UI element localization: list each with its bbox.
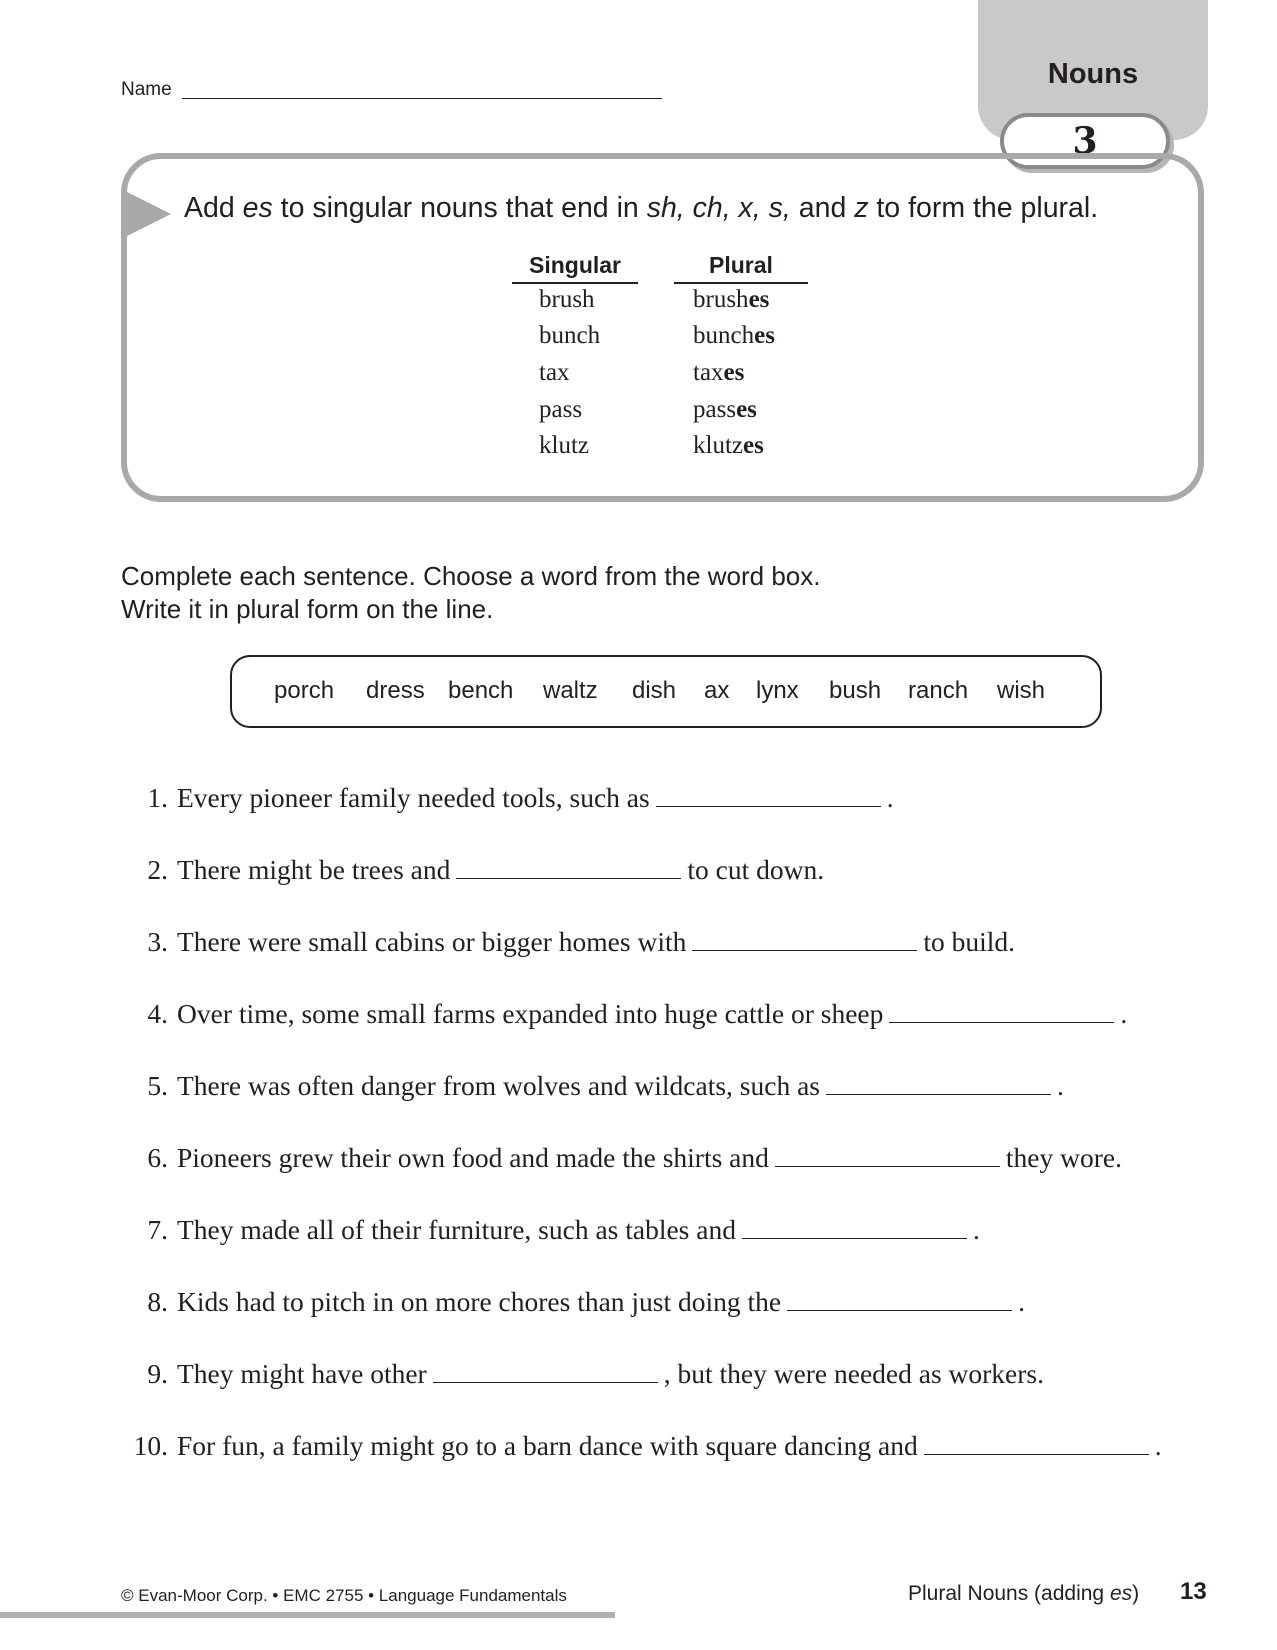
sentence-number: 2. (147, 854, 168, 885)
sentence: For fun, a family might go to a barn dance with square dancing and . (177, 1430, 1162, 1461)
plural-word: passes (693, 396, 757, 423)
singular-header: Singular (528, 252, 621, 278)
sentence: Pioneers grew their own food and made the shirts and they wore. (177, 1142, 1122, 1173)
word-box-item: bush (829, 677, 882, 704)
answer-blank[interactable] (433, 1362, 658, 1383)
word-box-item: bench (448, 677, 514, 704)
answer-blank[interactable] (787, 1290, 1012, 1311)
answer-blank[interactable] (826, 1074, 1051, 1095)
word-box-item: ax (704, 677, 730, 704)
plural-word: brushes (693, 286, 770, 313)
answer-blank[interactable] (924, 1434, 1149, 1455)
arrow-icon (127, 192, 171, 236)
instructions (121, 560, 821, 626)
word-box-item: ranch (908, 677, 969, 704)
sentence-number: 3. (147, 926, 168, 957)
name-label: Name (121, 79, 172, 100)
sentence-number: 9. (147, 1358, 168, 1389)
sentence-number: 4. (147, 998, 168, 1029)
footer-copyright: © Evan-Moor Corp. • EMC 2755 • Language Fundamentals (121, 1586, 567, 1605)
plural-word: klutzes (693, 432, 764, 459)
footer-rule (0, 1612, 615, 1618)
answer-blank[interactable] (656, 786, 881, 807)
word-box-item: wish (997, 677, 1046, 704)
page-number: 13 (1180, 1578, 1207, 1605)
sentence: There were small cabins or bigger homes with to build. (177, 926, 1016, 957)
sentence: Over time, some small farms expanded into huge cattle or sheep . (177, 998, 1128, 1029)
answer-blank[interactable] (775, 1146, 1000, 1167)
word-box-item: lynx (756, 677, 799, 704)
word-box-item: dish (632, 677, 677, 704)
sentence: There might be trees and to cut down. (177, 854, 825, 885)
instructions-line-2: Write it in plural form on the line. (121, 594, 494, 624)
singular-word: brush (539, 286, 595, 313)
answer-blank[interactable] (456, 858, 681, 879)
singular-word: tax (539, 359, 570, 386)
rule-text: Add es to singular nouns that end in sh, ch, x, s, and z to form the plural. (184, 192, 1099, 224)
plural-header-rule (674, 282, 808, 284)
plural-header: Plural (709, 252, 773, 278)
word-box-item: waltz (543, 677, 598, 704)
section-title: Nouns (1047, 58, 1139, 90)
sentence-number: 8. (147, 1286, 168, 1317)
sentence: They might have other , but they were needed as workers. (177, 1358, 1044, 1389)
singular-word: pass (539, 396, 583, 423)
answer-blank[interactable] (889, 1002, 1114, 1023)
sentence-number: 7. (147, 1214, 168, 1245)
footer-topic: Plural Nouns (adding es) (908, 1582, 1140, 1605)
sentence: Every pioneer family needed tools, such as . (177, 782, 894, 813)
sentence-number: 10. (133, 1430, 168, 1461)
word-box-item: porch (274, 677, 335, 704)
word-box-item: dress (366, 677, 425, 704)
instructions-line-1: Complete each sentence. Choose a word from the word box. (121, 561, 821, 591)
sentence-number: 6. (147, 1142, 168, 1173)
singular-header-rule (512, 282, 638, 284)
singular-word: bunch (539, 322, 601, 349)
sentence: Kids had to pitch in on more chores than just doing the . (177, 1286, 1026, 1317)
sentence: They made all of their furniture, such as tables and . (177, 1214, 980, 1245)
sentence: There was often danger from wolves and wildcats, such as . (177, 1070, 1064, 1101)
plural-word: bunches (693, 322, 775, 349)
answer-blank[interactable] (692, 930, 917, 951)
singular-word: klutz (539, 432, 589, 459)
sentence-number: 1. (147, 782, 168, 813)
answer-blank[interactable] (742, 1218, 967, 1239)
name-line[interactable] (182, 98, 662, 99)
sentence-number: 5. (147, 1070, 168, 1101)
plural-word: taxes (693, 359, 745, 386)
unit-number-badge: 3 (1000, 113, 1170, 169)
